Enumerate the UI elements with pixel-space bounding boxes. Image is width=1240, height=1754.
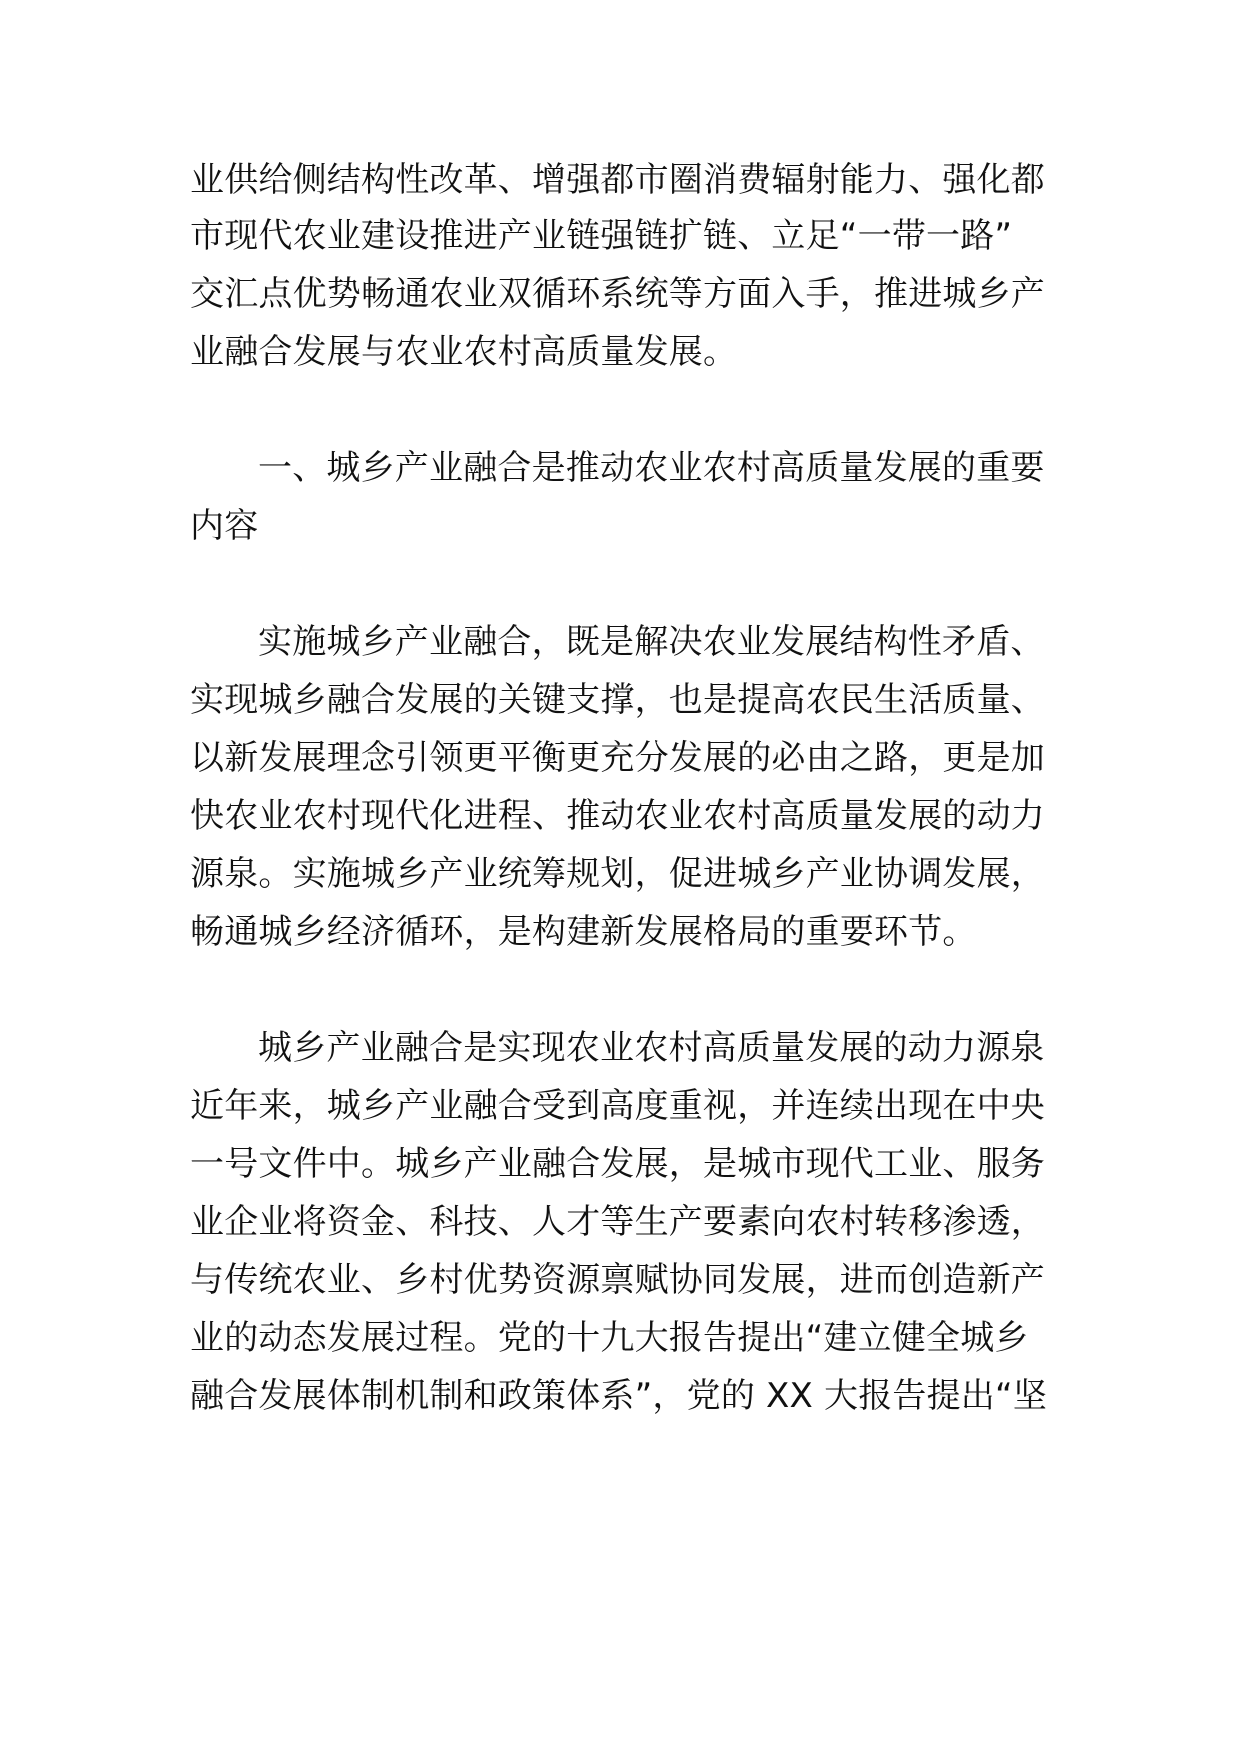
paragraph-1-line-4: 业融合发展与农业农村高质量发展。 — [190, 332, 738, 372]
paragraph-3-line-4: 快农业农村现代化进程、推动农业农村高质量发展的动力 — [190, 796, 1045, 836]
paragraph-1-line-2: 市现代农业建设推进产业链强链扩链、立足“一带一路” — [190, 216, 1013, 256]
paragraph-4-line-5: 与传统农业、乡村优势资源禀赋协同发展，进而创造新产 — [190, 1260, 1045, 1300]
section-heading-line-1: 一、城乡产业融合是推动农业农村高质量发展的重要 — [258, 448, 1045, 488]
paragraph-3-line-1: 实施城乡产业融合，既是解决农业发展结构性矛盾、 — [258, 622, 1045, 662]
paragraph-4-line-7: 融合发展体制机制和政策体系”，党的 XX 大报告提出“坚 — [190, 1376, 1048, 1416]
paragraph-3-line-5: 源泉。实施城乡产业统筹规划，促进城乡产业协调发展， — [190, 854, 1045, 894]
section-heading-line-2: 内容 — [190, 506, 259, 546]
paragraph-3-line-2: 实现城乡融合发展的关键支撑，也是提高农民生活质量、 — [190, 680, 1045, 720]
paragraph-3-line-6: 畅通城乡经济循环，是构建新发展格局的重要环节。 — [190, 912, 977, 952]
paragraph-4-line-6: 业的动态发展过程。党的十九大报告提出“建立健全城乡 — [190, 1318, 1029, 1358]
paragraph-1-line-1: 业供给侧结构性改革、增强都市圈消费辐射能力、强化都 — [190, 160, 1045, 200]
paragraph-4-line-3: 一号文件中。城乡产业融合发展，是城市现代工业、服务 — [190, 1144, 1045, 1184]
paragraph-4-line-1: 城乡产业融合是实现农业农村高质量发展的动力源泉 — [258, 1028, 1045, 1068]
paragraph-1-line-3: 交汇点优势畅通农业双循环系统等方面入手，推进城乡产 — [190, 274, 1045, 314]
paragraph-4-line-2: 近年来，城乡产业融合受到高度重视，并连续出现在中央 — [190, 1086, 1045, 1126]
paragraph-3-line-3: 以新发展理念引领更平衡更充分发展的必由之路，更是加 — [190, 738, 1045, 778]
paragraph-4-line-4: 业企业将资金、科技、人才等生产要素向农村转移渗透， — [190, 1202, 1045, 1242]
